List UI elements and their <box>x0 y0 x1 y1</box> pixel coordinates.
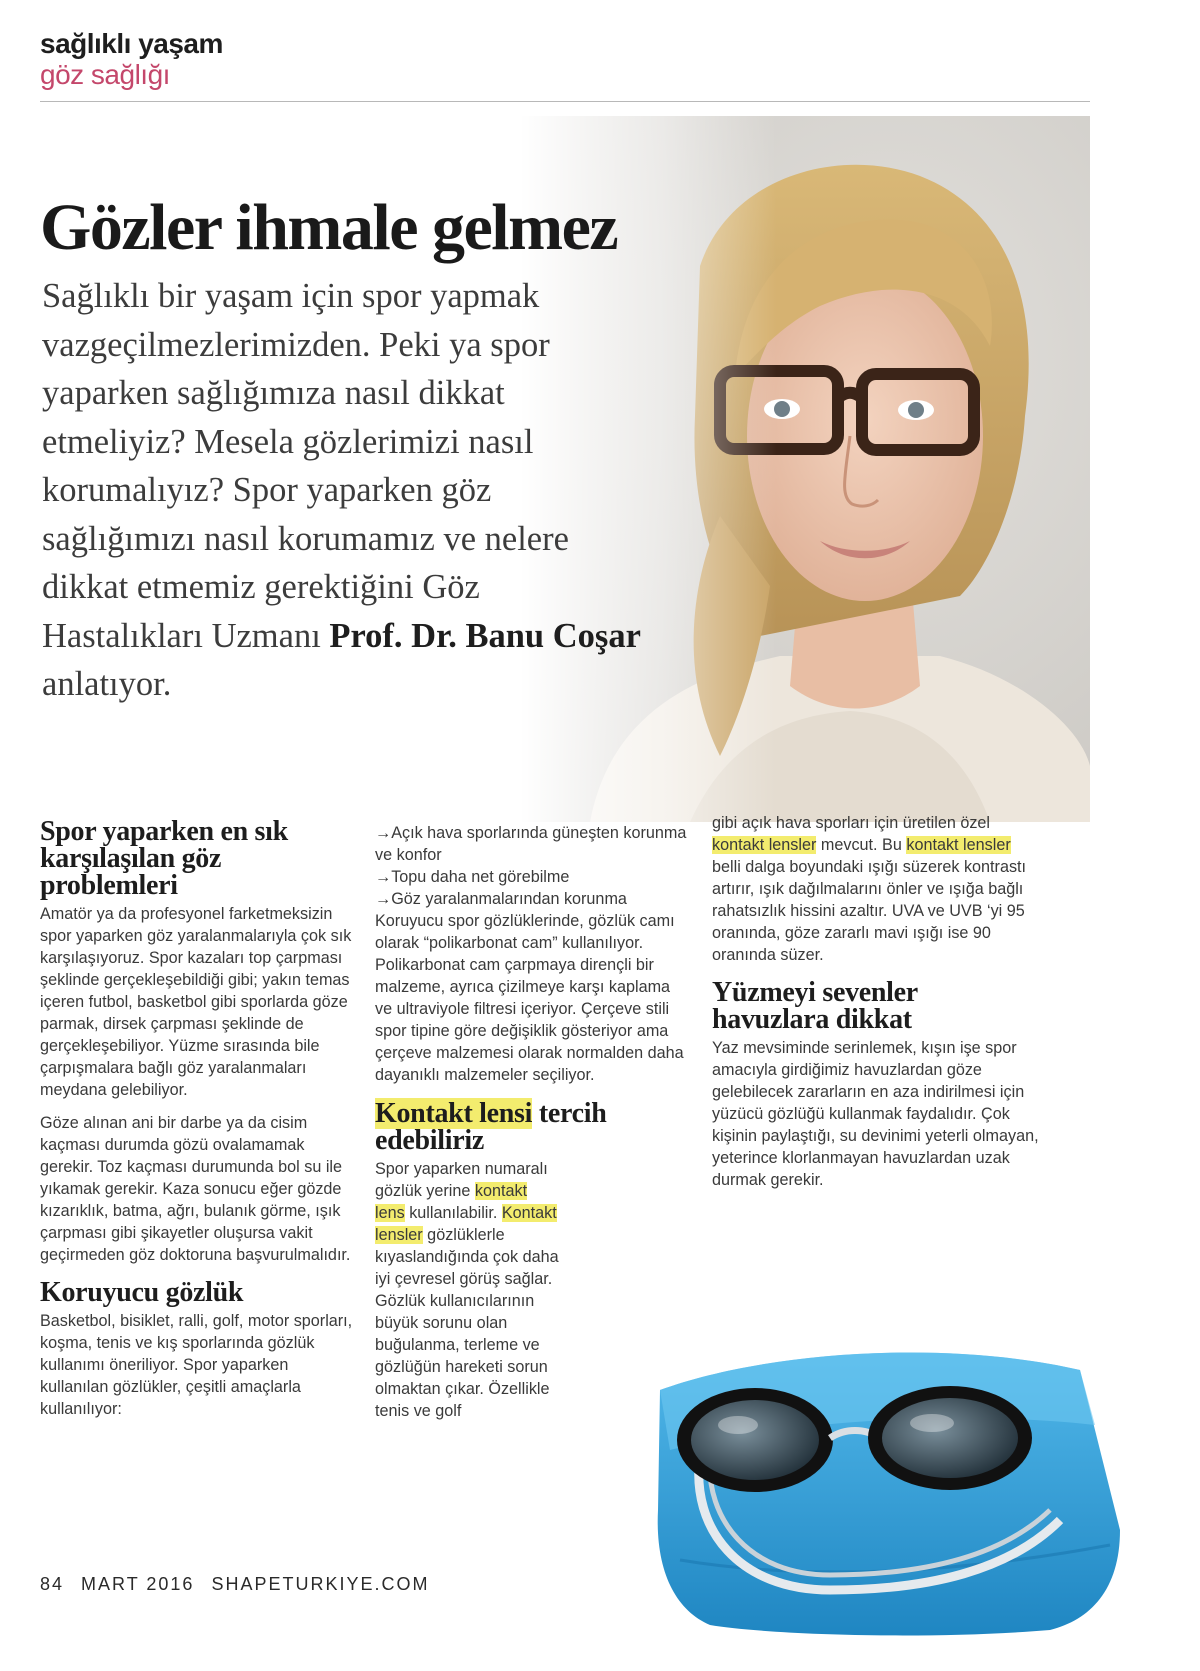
lede-text: Sağlıklı bir yaşam için spor yapmak vazgeçilmezlerimizden. Peki ya spor yaparken sağlığımıza nasıl dikkat etmeliyiz? Mesela gözlerimizi nasıl korumalıyız? Spor yaparken göz sağlığımızı nasıl korumamız ve nelere dikkat etmemiz gerektiğini Göz Hastalıkları Uzmanı <box>42 277 569 655</box>
text-fragment: gibi açık hava sporları için üretilen özel <box>712 814 991 832</box>
site-url: SHAPETURKIYE.COM <box>211 1574 430 1594</box>
header-rule <box>40 101 1090 102</box>
highlight-contact-lenses: Kontakt lensler <box>375 1204 557 1244</box>
bullet-sun-protection: →Açık hava sporlarında güneşten korunma ve konfor <box>375 824 687 864</box>
issue-date: MART 2016 <box>81 1574 195 1594</box>
section-title: sağlıklı yaşam <box>40 28 223 59</box>
lede-author: Prof. Dr. Banu Coşar <box>329 616 641 655</box>
paragraph-eye-injuries: Amatör ya da profesyonel farketmeksizin spor yaparken göz yaralanmalarıyla çok sık karşılaşıyoruz. Spor kazaları top çarpması şeklinde gerçekleşebildiği gibi; yakın temas içeren futbol, basketbol gibi sporlarda göze parmak, dirsek çarpması şeklinde de gerçekleşebiliyor. Yüzme sırasında bile çarpışmalara bağlı göz yaralanmaları meydana gelebiliyor. <box>40 905 352 1099</box>
heading-contact-lens <box>375 1100 687 1154</box>
heading-common-eye-problems: Spor yaparken en sık karşılaşılan göz problemleri <box>40 816 288 901</box>
swim-goggles-on-towel-photo <box>650 1330 1130 1640</box>
highlight-contact-lenses-1: kontakt lensler <box>712 836 817 854</box>
column-2 <box>375 822 687 1422</box>
paragraph-glasses-sports: Basketbol, bisiklet, ralli, golf, motor sporları, koşma, tenis ve kış sporlarında gözlük kullanımı öneriliyor. Spor yaparken kullanılan gözlükler, çeşitli amaçlarla kullanılıyor: <box>40 1312 353 1418</box>
heading-swimming-pools: Yüzmeyi sevenler havuzlara dikkat <box>712 977 918 1035</box>
lede-tail: anlatıyor. <box>42 665 172 703</box>
paragraph-special-lenses <box>712 812 1042 966</box>
text-fragment: belli dalga boyundaki ışığı süzerek kontrastı artırır, ışık dağılmalarını önler ve ışığa bağlı rahatsızlık hissini azaltır. UVA ve UVB ‘yi 95 oranında, göze zararlı mavi ışığı ise 90 oranında süzer. <box>712 858 1027 964</box>
heading-protective-glasses: Koruyucu gözlük <box>40 1277 244 1308</box>
text-fragment: Spor yaparken numaralı gözlük yerine <box>375 1160 548 1200</box>
text-fragment: gözlüklerle kıyaslandığında çok daha iyi çevresel görüş sağlar. Gözlük kullanıcılarının büyük sorunu olan buğulanma, terleme ve gözlüğün hareketi sorun olmaktan çıkar. Özellikle tenis ve golf <box>375 1226 559 1420</box>
highlight-contact-lens: kontakt lens <box>375 1182 528 1222</box>
column-1 <box>40 818 355 1420</box>
heading-contact-lens-rest: tercih edebiliriz <box>375 1098 607 1156</box>
paragraph-first-aid: Göze alınan ani bir darbe ya da cisim kaçması durumda gözü ovalamamak gerekir. Toz kaçması durumunda bol su ile yıkamak gerekir. Kaza sonucu eğer gözde kızarıklık, batma, ağrı, bulanık görme, ışık çarpması gibi şikayetler oluşursa vakit geçirmeden göz doktoruna başvurulmalıdır. <box>40 1114 351 1264</box>
paragraph-contact-lens <box>375 1158 560 1422</box>
column-3 <box>712 812 1042 1191</box>
paragraph-swimming: Yaz mevsiminde serinlemek, kışın işe spor amacıyla girdiğimiz havuzlardan göze gelebilecek zararların en aza indirilmesi için yüzücü gözlüğü kullanmak faydalıdır. Çok kişinin paylaştığı, su devinimi yeterli olmayan, yeterince klorlanmayan havuzlardan uzak durmak gerekir. <box>712 1039 1039 1189</box>
section-subtitle: göz sağlığı <box>40 59 170 90</box>
article-lede <box>42 272 642 709</box>
paragraph-polycarbonate: Koruyucu spor gözlüklerinde, gözlük camı olarak “polikarbonat cam” kullanılıyor. Polikarbonat cam çarpmaya dirençli bir malzeme, ayrıca çizilmeye karşı kaplama ve ultraviyole filtresi içeriyor. Çerçeve stili spor tipine göre değişiklik gösteriyor ama çerçeve malzemesi olarak normalden daha dayanıklı malzemeler seçiliyor. <box>375 912 684 1084</box>
highlight-contact-lenses-2: kontakt lensler <box>906 836 1011 854</box>
section-tag <box>40 28 223 90</box>
page-folio <box>40 1574 439 1595</box>
article-headline: Gözler ihmale gelmez <box>40 191 618 264</box>
page-number: 84 <box>40 1574 65 1594</box>
text-fragment: mevcut. Bu <box>816 836 907 854</box>
heading-contact-lens-highlight: Kontakt lensi <box>375 1098 533 1129</box>
bullet-injury-protection: →Göz yaralanmalarından korunma <box>375 890 627 908</box>
text-fragment: kullanılabilir. <box>404 1204 502 1222</box>
bullet-see-ball: →Topu daha net görebilme <box>375 868 570 886</box>
